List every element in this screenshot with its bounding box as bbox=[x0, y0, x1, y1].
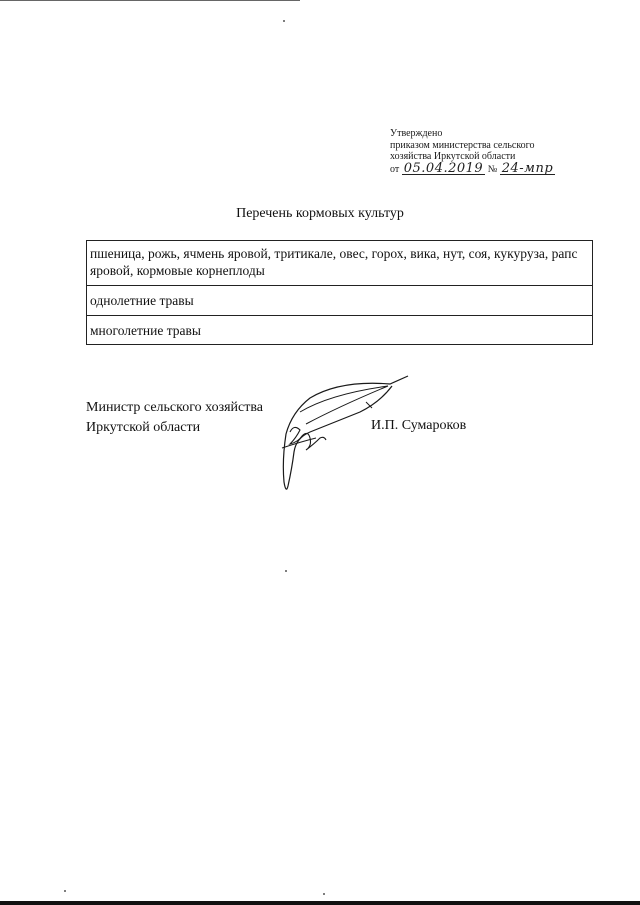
approval-stamp bbox=[390, 128, 555, 175]
table-cell: многолетние травы bbox=[87, 316, 593, 345]
scan-speck bbox=[285, 570, 287, 572]
scan-speck bbox=[283, 20, 285, 22]
scan-bottom-edge bbox=[0, 901, 640, 905]
table-row bbox=[87, 241, 593, 286]
handwritten-signature bbox=[270, 372, 420, 497]
crops-table bbox=[86, 240, 593, 345]
document-title: Перечень кормовых культур bbox=[236, 206, 404, 221]
approval-date-handwritten: 05.04.2019 bbox=[403, 160, 484, 176]
signatory-region-line: Иркутской области bbox=[86, 420, 201, 435]
signatory-name: И.П. Сумароков bbox=[371, 418, 467, 433]
table-row bbox=[87, 316, 593, 345]
table-cell: однолетние травы bbox=[87, 286, 593, 316]
scan-speck bbox=[64, 890, 66, 892]
signatory-position-line: Министр сельского хозяйства bbox=[86, 400, 263, 415]
approval-number-handwritten: 24-мпр bbox=[501, 160, 554, 176]
scan-top-line bbox=[0, 0, 300, 1]
table-row bbox=[87, 286, 593, 316]
approval-label: Утверждено bbox=[390, 128, 443, 139]
scan-speck bbox=[323, 893, 325, 895]
signatory-position bbox=[86, 398, 263, 438]
approval-order-line: приказом министерства сельского bbox=[390, 139, 535, 151]
approval-date-prefix: от bbox=[390, 163, 400, 175]
table-cell: пшеница, рожь, ячмень яровой, тритикале, овес, горох, вика, нут, соя, кукуруза, рапс яровой, кормовые корнеплоды bbox=[87, 241, 593, 286]
approval-date-line bbox=[390, 160, 555, 176]
approval-number-sign: № bbox=[487, 163, 498, 175]
approval-ministry-line: хозяйства Иркутской области bbox=[390, 151, 516, 162]
